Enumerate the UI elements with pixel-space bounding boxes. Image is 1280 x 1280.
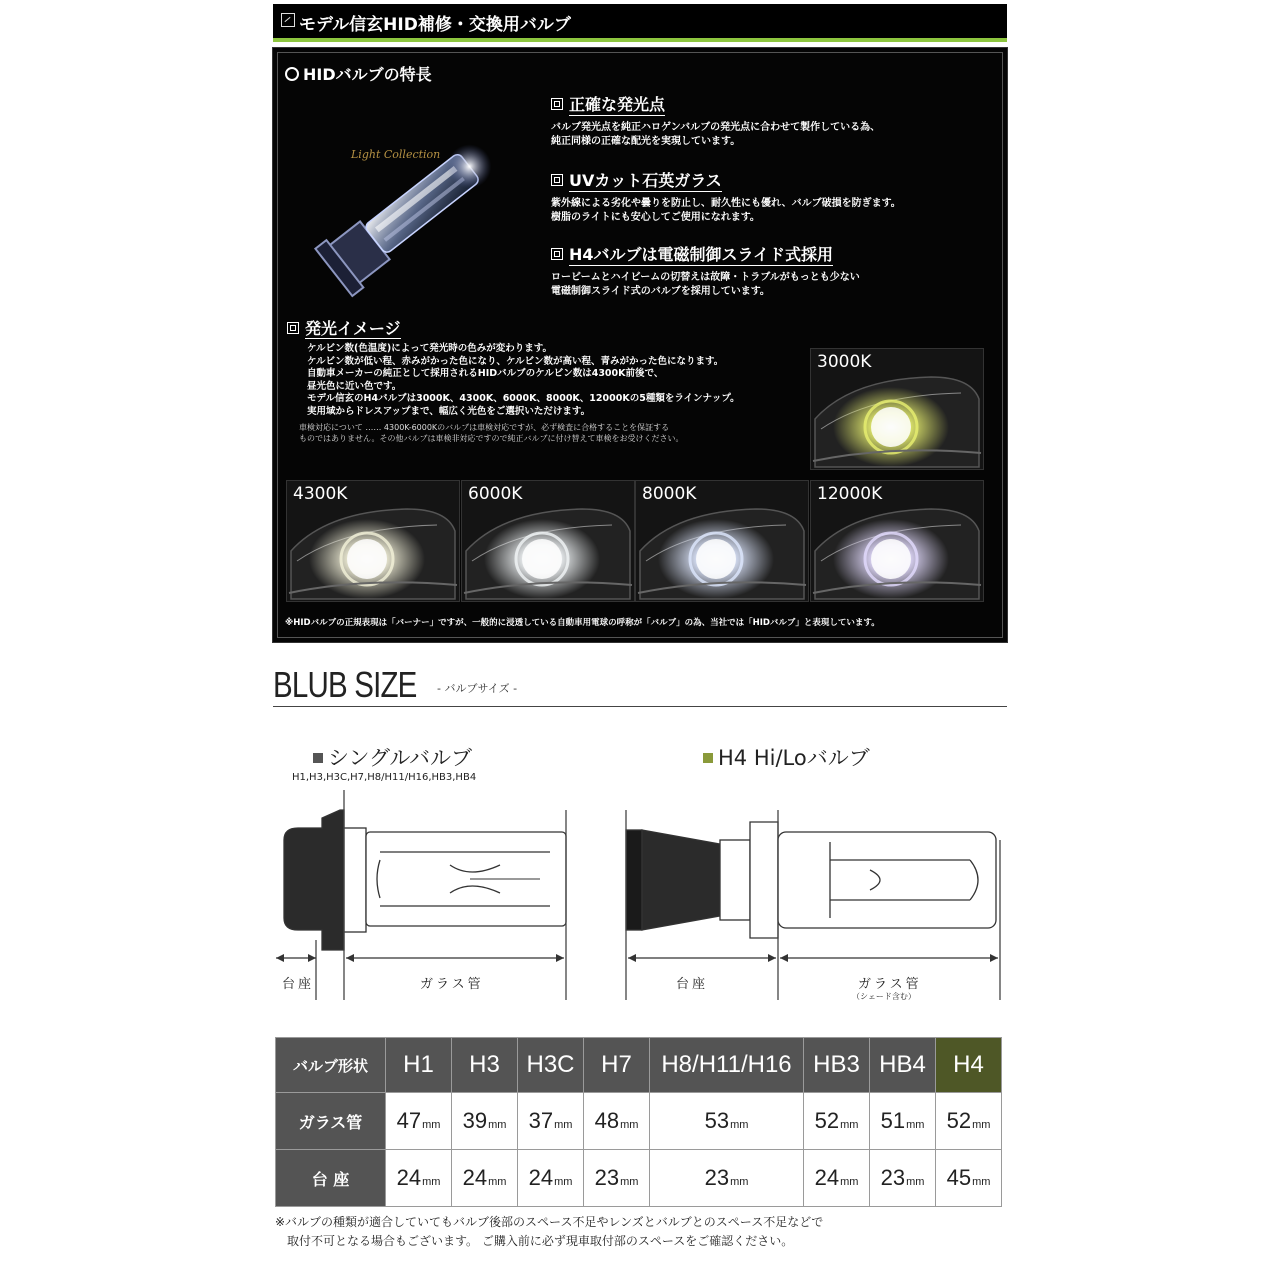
kelvin-label: 8000K	[642, 484, 697, 504]
table-col-hb4: HB4	[870, 1038, 936, 1093]
table-cell: 39mm	[452, 1093, 518, 1150]
table-col-hb3: HB3	[804, 1038, 870, 1093]
glow-desc-line: ケルビン数が低い程、赤みがかった色になり、ケルビン数が高い程、青みがかった色になります。	[307, 355, 724, 367]
table-cell: 23mm	[584, 1150, 650, 1207]
table-cell: 52mm	[804, 1093, 870, 1150]
h4-bulb-title: H4 Hi/Loバルブ	[718, 746, 870, 770]
table-cell: 45mm	[936, 1150, 1002, 1207]
table-cell: 24mm	[518, 1150, 584, 1207]
glow-desc-line: 実用域からドレスアップまで、幅広く光色をご選択いただけます。	[307, 405, 591, 417]
kelvin-label: 3000K	[817, 352, 872, 372]
table-cell: 24mm	[386, 1150, 452, 1207]
table-note-line: 取付不可となる場合もございます。 ご購入前に必ず現車取付部のスペースをご確認ください。	[275, 1234, 794, 1248]
glow-desc-line: ケルビン数(色温度)によって発光時の色みが変わります。	[307, 343, 552, 354]
bullet-box-icon	[551, 174, 563, 186]
h4-bulb-heading	[703, 742, 870, 772]
glow-desc-line: モデル信玄のH4バルブは3000K、4300K、6000K、8000K、12000Kの5種類をラインナップ。	[307, 393, 740, 404]
panel-title-text: HIDバルブの特長	[303, 65, 432, 84]
glow-desc-line: 昼光色に近い色です。	[307, 380, 402, 392]
table-col-h4: H4	[936, 1038, 1002, 1093]
feature-title: UVカット石英ガラス	[569, 171, 722, 190]
sample-4300k	[286, 480, 460, 602]
sample-12000k	[810, 480, 984, 602]
heading-rule	[273, 706, 1007, 707]
table-cell: 52mm	[936, 1093, 1002, 1150]
inspection-note-line: 車検対応について …… 4300K-6000Kのバルブは車検対応ですが、必ず検査に合格することを保証する	[299, 423, 670, 432]
feature-desc-line: 紫外線による劣化や曇りを防止し、耐久性にも優れ、バルブ破損を防ぎます。	[551, 198, 901, 209]
bulb-size-title: BLUB SIZE	[273, 664, 417, 705]
single-glass-label: ガラス管	[420, 977, 484, 992]
single-bulb-title: シングルバルブ	[328, 746, 472, 770]
kelvin-label: 6000K	[468, 484, 523, 504]
bullet-box-icon	[551, 98, 563, 110]
table-cell: 48mm	[584, 1093, 650, 1150]
sample-3000k	[810, 348, 984, 470]
panel-title	[285, 62, 432, 85]
panel-footnote: ※HIDバルブの正規表現は「バーナー」ですが、一般的に浸透している自動車用電球の呼称が「バルブ」の為、当社では「HIDバルブ」と表現しています。	[285, 618, 880, 628]
table-col-h7: H7	[584, 1038, 650, 1093]
table-row-label: ガラス管	[276, 1093, 386, 1150]
glow-title: 発光イメージ	[305, 319, 401, 338]
table-row-head: バルブ形状	[276, 1038, 386, 1093]
h4-glass-label: ガラス管	[858, 977, 922, 992]
h4-glass-note: （シェード含む）	[852, 992, 916, 1001]
table-cell: 37mm	[518, 1093, 584, 1150]
kelvin-label: 4300K	[293, 484, 348, 504]
glow-desc-line: 自動車メーカーの純正として採用されるHIDバルブのケルビン数は4300K前後で、	[307, 368, 664, 379]
inspection-note-line: ものではありません。その他バルブは車検非対応ですので純正バルブに付け替えて車検をお受けください。	[299, 434, 684, 443]
h4-base-label: 台座	[676, 977, 709, 992]
table-row-base	[276, 1150, 1002, 1207]
table-col-h8-h11-h16: H8/H11/H16	[650, 1038, 804, 1093]
feature-uv-glass	[551, 168, 991, 225]
feature-desc-line: 電磁制御スライド式のバルブを採用しています。	[551, 286, 770, 297]
table-col-h3: H3	[452, 1038, 518, 1093]
table-cell: 24mm	[804, 1150, 870, 1207]
table-col-h3c: H3C	[518, 1038, 584, 1093]
bulb-size-heading	[273, 664, 518, 706]
square-marker-icon	[313, 753, 323, 763]
table-row-glass	[276, 1093, 1002, 1150]
section-icon	[281, 13, 295, 27]
ring-bullet-icon	[285, 67, 299, 81]
feature-desc-line: ロービームとハイビームの切替えは故障・トラブルがもっとも少ない	[551, 272, 860, 283]
table-cell: 24mm	[452, 1150, 518, 1207]
header-title: モデル信玄HID補修・交換用バルブ	[299, 15, 571, 35]
table-cell: 51mm	[870, 1093, 936, 1150]
table-row-label: 台 座	[276, 1150, 386, 1207]
bulb-size-subtitle: - バルブサイズ -	[437, 682, 518, 695]
table-col-h1: H1	[386, 1038, 452, 1093]
feature-desc-line: バルブ発光点を純正ハロゲンバルブの発光点に合わせて製作している為、	[551, 122, 881, 133]
feature-desc-line: 樹脂のライトにも安心してご使用になれます。	[551, 212, 760, 223]
single-bulb-models: H1,H3,H3C,H7,H8/H11/H16,HB3,HB4	[292, 772, 477, 783]
table-footnote	[275, 1213, 823, 1251]
feature-desc-line: 純正同様の正確な配光を実現しています。	[551, 136, 741, 147]
feature-panel	[273, 48, 1007, 642]
feature-title: H4バルブは電磁制御スライド式採用	[569, 245, 834, 264]
feature-accurate-point	[551, 92, 991, 149]
table-cell: 53mm	[650, 1093, 804, 1150]
hid-bulb-illustration	[293, 88, 533, 318]
bullet-box-icon	[551, 248, 563, 260]
table-note-line: ※バルブの種類が適合していてもバルブ後部のスペース不足やレンズとバルブとのスペース不足などで	[275, 1215, 824, 1229]
feature-title: 正確な発光点	[569, 95, 666, 114]
square-marker-icon	[703, 753, 713, 763]
feature-h4-slide	[551, 242, 991, 299]
single-bulb-heading	[313, 742, 472, 772]
table-cell: 47mm	[386, 1093, 452, 1150]
single-base-label: 台座	[282, 977, 315, 992]
bullet-box-icon	[287, 322, 299, 334]
sample-6000k	[461, 480, 635, 602]
kelvin-label: 12000K	[817, 484, 883, 504]
table-cell: 23mm	[650, 1150, 804, 1207]
watermark-text: Light Collection	[351, 148, 441, 161]
sample-8000k	[635, 480, 809, 602]
table-header-row	[276, 1038, 1002, 1093]
bulb-spec-table	[275, 1037, 1002, 1207]
section-header	[273, 4, 1007, 42]
glow-image-section	[287, 316, 807, 444]
table-cell: 23mm	[870, 1150, 936, 1207]
